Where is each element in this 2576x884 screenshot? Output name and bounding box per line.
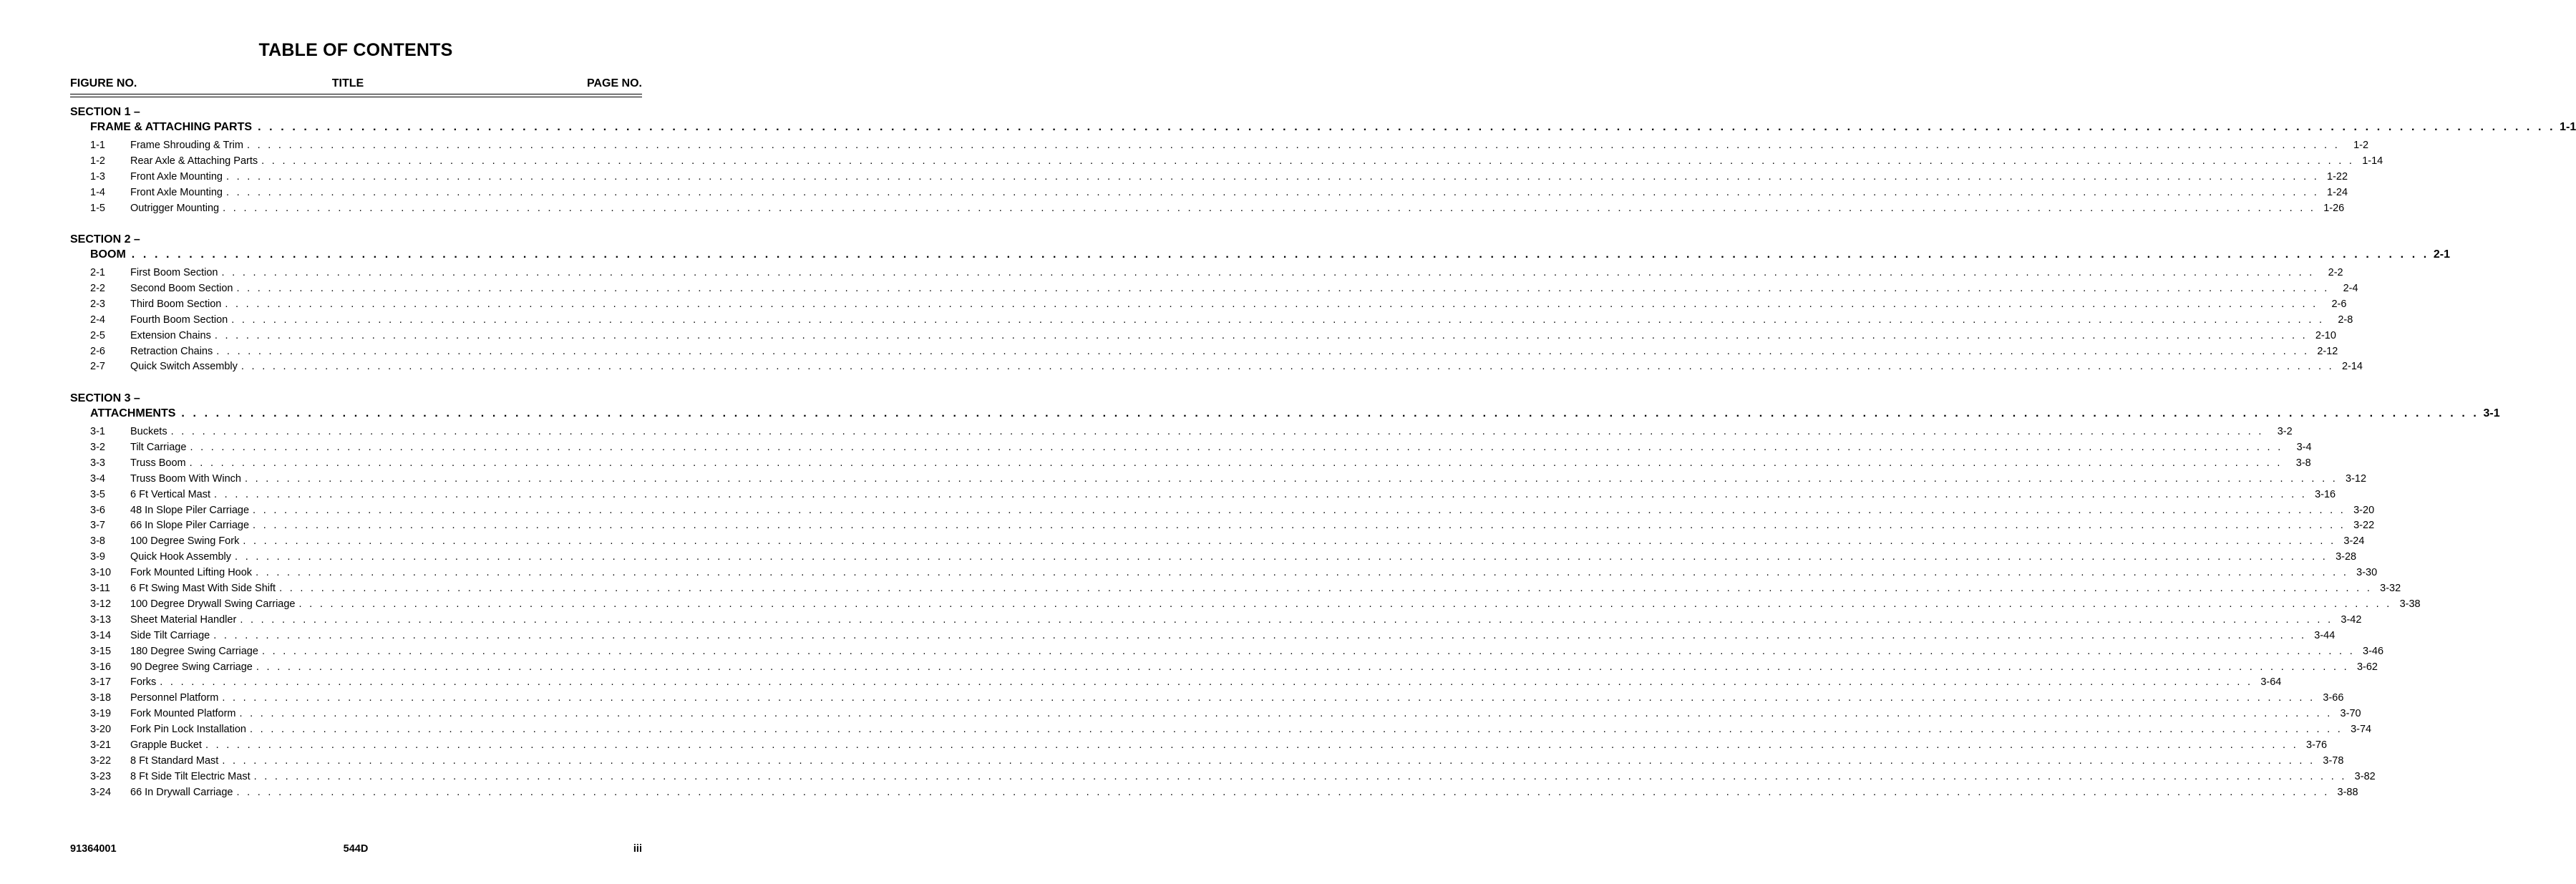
figure-page: 2-10 xyxy=(2315,329,2336,341)
dot-leader: . . . . . . . . . . . . . . . . . . . . . . . . . . . . . . . . . . . . . . . . . . . . . . . . . . . . . . . . . . . . . . . . . . . . . . . . . . . . . . . . . . . . . . . . . . . . . . . . . . . . . . . . . . . . . . . . . . . . . . . . . . . . . . . . . . . . . . . . . . . . . . . . . . . . . . . . . . . . . . . . . . . . . . . . . . . . . . . . . . . . . . . . . . . . . . . . . . . . . . . . xyxy=(213,629,2307,641)
dot-leader: . . . . . . . . . . . . . . . . . . . . . . . . . . . . . . . . . . . . . . . . . . . . . . . . . . . . . . . . . . . . . . . . . . . . . . . . . . . . . . . . . . . . . . . . . . . . . . . . . . . . . . . . . . . . . . . . . . . . . . . . . . . . . . . . . . . . . . . . . . . . . . . . . . . . . . . . . . . . . . . . . . . . . . . . . . . . . . . . . . . . . . . . . . . . . . . . . . . . . . . . xyxy=(189,457,2283,469)
figure-page: 1-26 xyxy=(2323,202,2345,214)
dot-leader: . . . . . . . . . . . . . . . . . . . . . . . . . . . . . . . . . . . . . . . . . . . . . . . . . . . . . . . . . . . . . . . . . . . . . . . . . . . . . . . . . . . . . . . . . . . . . . . . . . . . . . . . . . . . . . . . . . . . . . . . . . . . . . . . . . . . . . . . . . . . . . . . . . . . . . . . . . . . . . . . . . . . . . . . . . . . . . . . . . . . . . . . . . . . . . . . . . . . . . . . xyxy=(256,661,2349,673)
figure-title: Front Axle Mounting xyxy=(130,186,223,198)
figure-number: 3-18 xyxy=(90,692,112,704)
figure-page: 3-88 xyxy=(2337,786,2358,798)
figure-title: Rear Axle & Attaching Parts xyxy=(130,155,258,167)
figure-title: 8 Ft Side Tilt Electric Mast xyxy=(130,770,251,782)
figure-page: 3-28 xyxy=(2336,551,2357,563)
toc-entry xyxy=(90,613,2362,628)
figure-page: 2-4 xyxy=(2343,282,2358,294)
dot-leader: . . . . . . . . . . . . . . . . . . . . . . . . . . . . . . . . . . . . . . . . . . . . . . . . . . . . . . . . . . . . . . . . . . . . . . . . . . . . . . . . . . . . . . . . . . . . . . . . . . . . . . . . . . . . . . . . . . . . . . . . . . . . . . . . . . . . . . . . . . . . . . . . . . . . . . . . . . . . . . . . . . . . . . . . . . . . . . . . . . . . . . . . . . . . . . . . . . . . . . . . xyxy=(253,520,2346,532)
dot-leader: . . . . . . . . . . . . . . . . . . . . . . . . . . . . . . . . . . . . . . . . . . . . . . . . . . . . . . . . . . . . . . . . . . . . . . . . . . . . . . . . . . . . . . . . . . . . . . . . . . . . . . . . . . . . . . . . . . . . . . . . . . . . . . . . . . . . . . . . . . . . . . . . . . . . . . . . . . . . . . . . . . . . . . . . . . . . . . . . . . . . . . . . . . . . . . . . . . . . . . . . xyxy=(223,202,2316,214)
figure-number: 3-17 xyxy=(90,676,112,689)
figure-number: 2-6 xyxy=(90,345,105,357)
toc-entry xyxy=(90,645,2384,660)
figure-title: Truss Boom xyxy=(130,457,186,469)
dot-leader: . . . . . . . . . . . . . . . . . . . . . . . . . . . . . . . . . . . . . . . . . . . . . . . . . . . . . . . . . . . . . . . . . . . . . . . . . . . . . . . . . . . . . . . . . . . . . . . . . . . . . . . . . . . . . . . . . . . . . . . . . . . . . . . . . . . . . . . . . . . . . . . . . . . . . . . . . . . . . . . . . . . . . . . . . . . . . . . . . . . . . . . . . . . . . . . . . . . . . . . . xyxy=(222,692,2315,704)
toc-entry xyxy=(90,535,2365,550)
figure-title: Fourth Boom Section xyxy=(130,314,228,326)
toc-entry xyxy=(90,298,2347,313)
figure-title: Front Axle Mounting xyxy=(130,170,223,183)
figure-page: 3-64 xyxy=(2260,676,2282,689)
figure-title: Truss Boom With Winch xyxy=(130,472,241,485)
figure-title: Tilt Carriage xyxy=(130,441,187,453)
toc-entry xyxy=(90,140,2369,154)
figure-page: 3-24 xyxy=(2343,535,2365,548)
figure-page: 1-14 xyxy=(2362,155,2383,167)
section-page: 2-1 xyxy=(2433,248,2450,261)
figure-number: 3-3 xyxy=(90,457,105,469)
figure-number: 3-13 xyxy=(90,613,112,626)
dot-leader: . . . . . . . . . . . . . . . . . . . . . . . . . . . . . . . . . . . . . . . . . . . . . . . . . . . . . . . . . . . . . . . . . . . . . . . . . . . . . . . . . . . . . . . . . . . . . . . . . . . . . . . . . . . . . . . . . . . . . . . . . . . . . . . . . . . . . . . . . . . . . . . . . . . . . . . . . . . . . . . . . . . . . . . . . . . . . . . . . . . . . . . . . . . . . . . . . . . . . . . . xyxy=(190,441,2283,453)
dot-leader: . . . . . . . . . . . . . . . . . . . . . . . . . . . . . . . . . . . . . . . . . . . . . . . . . . . . . . . . . . . . . . . . . . . . . . . . . . . . . . . . . . . . . . . . . . . . . . . . . . . . . . . . . . . . . . . . . . . . . . . . . . . . . . . . . . . . . . . . . . . . . . . . . . . . . . . . . . . . . . . . . . . . . . . . . . . . . . . . . . . . . . . . . . . . . . . . . . . . . . . . xyxy=(231,314,2325,326)
figure-title: Side Tilt Carriage xyxy=(130,629,210,641)
figure-title: Sheet Material Handler xyxy=(130,613,237,626)
dot-leader: . . . . . . . . . . . . . . . . . . . . . . . . . . . . . . . . . . . . . . . . . . . . . . . . . . . . . . . . . . . . . . . . . . . . . . . . . . . . . . . . . . . . . . . . . . . . . . . . . . . . . . . . . . . . . . . . . . . . . . . . . . . . . . . . . . . . . . . . . . . . . . . . . . . . . . . . . . . . . . . . . . . . . . . . . . . . . . . . . . . . . . . . . . . . . . . . . . . . . . . . xyxy=(279,583,2373,594)
dot-leader: . . . . . . . . . . . . . . . . . . . . . . . . . . . . . . . . . . . . . . . . . . . . . . . . . . . . . . . . . . . . . . . . . . . . . . . . . . . . . . . . . . . . . . . . . . . . . . . . . . . . . . . . . . . . . . . . . . . . . . . . . . . . . . . . . . . . . . . . . . . . . . . . . . . . . . . . . . . . . . . . . . . . . . . . . . . . . . . . . . . . . . . . . . . . . . . . . . . . . . . . xyxy=(160,676,2253,689)
toc-entry xyxy=(90,282,2358,297)
toc-section xyxy=(0,392,2500,810)
figure-number: 1-3 xyxy=(90,170,105,183)
figure-number: 3-19 xyxy=(90,708,112,720)
figure-number: 2-3 xyxy=(90,298,105,310)
figure-page: 3-74 xyxy=(2351,724,2372,736)
figure-title: Third Boom Section xyxy=(130,298,222,310)
figure-number: 3-4 xyxy=(90,472,105,485)
dot-leader: . . . . . . . . . . . . . . . . . . . . . . . . . . . . . . . . . . . . . . . . . . . . . . . . . . . . . . . . . . . . . . . . . . . . . . . . . . . . . . . . . . . . . . . . . . . . . . . . . . . . . . . . . . . . . . . . . . . . . . . . . . . . . . . . . . . . . . . . . . . . . . . . . . . . . . . . . . . . . . . . . . . . . . . . . . . . . . . . . . . . . . . . . . . . . . . . . . . . . . . . xyxy=(236,786,2330,798)
dot-leader: . . . . . . . . . . . . . . . . . . . . . . . . . . . . . . . . . . . . . . . . . . . . . . . . . . . . . . . . . . . . . . . . . . . . . . . . . . . . . . . . . . . . . . . . . . . . . . . . . . . . . . . . . . . . . . . . . . . . . . . . . . . . . . . . . . . . . . . . . . . . . . . . . . . . . . . . . . . . . . . . . . . . . . . . . . . . . . . . . . . . . . . . . . . . . . . . . . . . . . . . xyxy=(253,770,2347,782)
toc-entry xyxy=(90,472,2367,487)
toc-entry xyxy=(90,504,2375,519)
figure-number: 3-8 xyxy=(90,535,105,548)
figure-title: Grapple Bucket xyxy=(130,739,202,751)
dot-leader: . . . . . . . . . . . . . . . . . . . . . . . . . . . . . . . . . . . . . . . . . . . . . . . . . . . . . . . . . . . . . . . . . . . . . . . . . . . . . . . . . . . . . . . . . . . . . . . . . . . . . . . . . . . . . . . . . . . . . . . . . . . . . . . . . . . . . . . . . . . . . . . . . . . . . . . . . . . . . . . . . . . . . . . . . . . . . . . . . . . . . . . . . . . . . . . . . . . . . . . . xyxy=(214,329,2308,341)
toc-entry xyxy=(90,676,2282,691)
figure-number: 3-5 xyxy=(90,488,105,500)
figure-title: Quick Hook Assembly xyxy=(130,551,232,563)
dot-leader: . . . . . . . . . . . . . . . . . . . . . . . . . . . . . . . . . . . . . . . . . . . . . . . . . . . . . . . . . . . . . . . . . . . . . . . . . . . . . . . . . . . . . . . . . . . . . . . . . . . . . . . . . . . . . . . . . . . . . . . . . . . . . . . . . . . . . . . . . . . . . . . . . . . . . . . . . . . . . . . . . . . . . . . . . . . . . . . . . . . . . . . . . . . . . . . . . . . . . . . . xyxy=(239,708,2333,720)
section-title-row xyxy=(90,121,2576,134)
dot-leader: . . . . . . . . . . . . . . . . . . . . . . . . . . . . . . . . . . . . . . . . . . . . . . . . . . . . . . . . . . . . . . . . . . . . . . . . . . . . . . . . . . . . . . . . . . . . . . . . . . . . . . . . . . . . . . . . . . . . . . . . . . . . . . . . . . . . . . . . . . . . . . . . . . . . . . . . . . . . . . . . . . . . . . . . . . . . . . . . . . . . . . . . . . . . . . . . . . . . . . . . xyxy=(225,170,2320,183)
dot-leader: . . . . . . . . . . . . . . . . . . . . . . . . . . . . . . . . . . . . . . . . . . . . . . . . . . . . . . . . . . . . . . . . . . . . . . . . . . . . . . . . . . . . . . . . . . . . . . . . . . . . . . . . . . . . . . . . . . . . . . . . . . . . . . . . . . . . . . . . . . . . . . . . . . . . . . . . . . . . . . . . . . . . . . . . . . . . . . . . . . . . . . . . . . . . . . . . . . . . . . . . xyxy=(236,282,2330,294)
figure-number: 1-4 xyxy=(90,186,105,198)
dot-leader: . . . . . . . . . . . . . . . . . . . . . . . . . . . . . . . . . . . . . . . . . . . . . . . . . . . . . . . . . . . . . . . . . . . . . . . . . . . . . . . . . . . . . . . . . . . . . . . . . . . . . . . . . . . . . . . . . . . . . . . . . . . . . . . . . . . . . . . . . . . . . . . . . . . . . . . . . . . . . . . . . . . . . . . . . . . . . . . . . . . . . . . . . . . . . . . . . . . . . . . . xyxy=(240,613,2333,626)
footer-model: 544D xyxy=(343,843,369,855)
footer-page-number: iii xyxy=(633,843,642,855)
section-page: 3-1 xyxy=(2483,407,2500,419)
toc-entry xyxy=(90,361,2363,375)
toc-entry xyxy=(90,267,2343,281)
toc-entry xyxy=(90,488,2336,503)
figure-title: 6 Ft Vertical Mast xyxy=(130,488,211,500)
figure-number: 2-1 xyxy=(90,267,105,278)
toc-entry xyxy=(90,629,2336,644)
dot-leader: . . . . . . . . . . . . . . . . . . . . . . . . . . . . . . . . . . . . . . . . . . . . . . . . . . . . . . . . . . . . . . . . . . . . . . . . . . . . . . . . . . . . . . . . . . . . . . . . . . . . . . . . . . . . . . . . . . . . . . . . . . . . . . . . . . . . . . . . . . . . . . . . . . . . . . . . . . . . . . . . . . . . . . . . . . . . . . . . . . . . . . . . . . . . . . . . . . . . . . . . xyxy=(246,140,2341,151)
figure-title: Outrigger Mounting xyxy=(130,202,220,214)
toc-entry xyxy=(90,186,2348,201)
column-header-page: PAGE NO. xyxy=(586,77,642,89)
figure-page: 3-76 xyxy=(2306,739,2328,751)
toc-entry xyxy=(90,724,2372,738)
figure-page: 3-2 xyxy=(2277,426,2293,437)
figure-page: 3-4 xyxy=(2296,441,2312,453)
dot-leader: . . . . . . . . . . . . . . . . . . . . . . . . . . . . . . . . . . . . . . . . . . . . . . . . . . . . . . . . . . . . . . . . . . . . . . . . . . . . . . . . . . . . . . . . . . . . . . . . . . . . . . . . . . . . . . . . . . . . . . . . . . . . . . . . . . . . . . . . . . . . . . . . . . . . . . . . . . . . . . . . . . . . . . . . . . . . . . . . . . . . . . . . . . . . . . . . . . . . . . . . xyxy=(261,155,2355,167)
figure-number: 3-14 xyxy=(90,629,112,641)
toc-entry xyxy=(90,345,2338,360)
figure-title: Fork Mounted Lifting Hook xyxy=(130,567,253,579)
figure-number: 2-4 xyxy=(90,314,105,326)
figure-page: 3-70 xyxy=(2340,708,2361,720)
toc-entry xyxy=(90,329,2336,344)
toc-section xyxy=(0,233,2450,384)
toc-entry xyxy=(90,567,2378,581)
figure-title: Retraction Chains xyxy=(130,345,213,357)
figure-page: 2-6 xyxy=(2331,298,2347,310)
figure-number: 3-11 xyxy=(90,583,110,594)
toc-entry xyxy=(90,583,2401,597)
figure-title: Second Boom Section xyxy=(130,282,233,294)
column-header-title: TITLE xyxy=(331,77,364,89)
toc-entry xyxy=(90,692,2344,706)
dot-leader: . . . . . . . . . . . . . . . . . . . . . . . . . . . . . . . . . . . . . . . . . . . . . . . . . . . . . . . . . . . . . . . . . . . . . . . . . . . . . . . . . . . . . . . . . . . . . . . . . . . . . . . . . . . . . . . . . . . . . . . . . . . . . . . . . . . . . . . . . . . . . . . . . . . . . . . . . . . . . . . . . . . . . . . . . . . . . . . . . . . . . . . . . . . . . . . . . . . . . . . . xyxy=(214,488,2308,500)
section-title: BOOM xyxy=(90,248,126,261)
figure-page: 2-2 xyxy=(2328,267,2343,278)
section-title: FRAME & ATTACHING PARTS xyxy=(90,121,253,133)
dot-leader: . . . . . . . . . . . . . . . . . . . . . . . . . . . . . . . . . . . . . . . . . . . . . . . . . . . . . . . . . . . . . . . . . . . . . . . . . . . . . . . . . . . . . . . . . . . . . . . . . . . . . . . . . . . . . . . . . . . . . . . . . . . . . . . . . . . . . . . . . . . . . . . . . . . . . . . . . . . . . . . . . . . . . . . . . . . . . . . . . . . . . . . . . . . . . . . . . . . . . . . . xyxy=(253,504,2346,516)
toc-entry xyxy=(90,551,2357,565)
dot-leader: . . . . . . . . . . . . . . . . . . . . . . . . . . . . . . . . . . . . . . . . . . . . . . . . . . . . . . . . . . . . . . . . . . . . . . . . . . . . . . . . . . . . . . . . . . . . . . . . . . . . . . . . . . . . . . . . . . . . . . . . . . . . . . . . . . . . . . . . . . . . . . . . . . . . . . . . . . . . . . . . . . . . . . . . . . . . . . . . . . . . . . . . . . . . . . . . . . . . . . . . xyxy=(216,345,2310,357)
figure-title: Extension Chains xyxy=(130,329,211,341)
dot-leader: . . . . . . . . . . . . . . . . . . . . . . . . . . . . . . . . . . . . . . . . . . . . . . . . . . . . . . . . . . . . . . . . . . . . . . . . . . . . . . . . . . . . . . . . . . . . . . . . . . . . . . . . . . . . . . . . . . . . . . . . . . . . . . . . . . . . . . . . . . . . . . . . . . . . . . . . . . . . . . . . . . . . . . . . . . . . . . . . . . . . . . . . . . . . . . . . . . . . . . . . xyxy=(256,567,2349,579)
figure-number: 3-9 xyxy=(90,551,105,563)
figure-title: 90 Degree Swing Carriage xyxy=(130,661,253,673)
figure-number: 1-5 xyxy=(90,202,105,214)
figure-title: 48 In Slope Piler Carriage xyxy=(130,504,250,516)
figure-number: 3-10 xyxy=(90,567,112,579)
toc-entry xyxy=(90,441,2312,456)
figure-page: 1-2 xyxy=(2353,140,2369,151)
figure-page: 1-22 xyxy=(2327,170,2348,183)
section-label: SECTION 1 – xyxy=(70,106,140,118)
figure-page: 2-12 xyxy=(2317,345,2338,357)
toc-entry xyxy=(90,170,2348,185)
figure-number: 1-1 xyxy=(90,140,105,151)
footer-part-number: 91364001 xyxy=(70,843,117,855)
dot-leader: . . . . . . . . . . . . . . . . . . . . . . . . . . . . . . . . . . . . . . . . . . . . . . . . . . . . . . . . . . . . . . . . . . . . . . . . . . . . . . . . . . . . . . . . . . . . . . . . . . . . . . . . . . . . . . . . . . . . . . . . . . . . . . . . . . . . . . . . . . . . . . . . . . . . . . . . . . . . . . . . . . . . . . . . . . . . . . . . . . . . . . . . . . . . . . . . . . . . . . . . xyxy=(235,551,2328,563)
dot-leader: . . . . . . . . . . . . . . . . . . . . . . . . . . . . . . . . . . . . . . . . . . . . . . . . . . . . . . . . . . . . . . . . . . . . . . . . . . . . . . . . . . . . . . . . . . . . . . . . . . . . . . . . . . . . . . . . . . . . . . . . . . . . . . . . . . . . . . . . . . . . . . . . . . . . . . . . . . . . . . . . . . . . . . . . . . . . . . . . . . . . . . . . . . . . . . . . . . . . . . . . xyxy=(170,426,2264,437)
figure-page: 3-8 xyxy=(2295,457,2311,469)
dot-leader: . . . . . . . . . . . . . . . . . . . . . . . . . . . . . . . . . . . . . . . . . . . . . . . . . . . . . . . . . . . . . . . . . . . . . . . . . . . . . . . . . . . . . . . . . . . . . . . . . . . . . . . . . . . . . . . . . . . . . . . . . . . . . . . . . . . . . . . . . . . . . . . . . . . . . . . . . . . . . . . . . . . . . . . . . . . . . . . . . . . . . . . . . . . . . . . . . . . . . . . . xyxy=(131,248,2429,261)
figure-page: 3-20 xyxy=(2353,504,2375,516)
figure-title: Quick Switch Assembly xyxy=(130,361,238,373)
toc-entry xyxy=(90,598,2421,613)
section-title-row xyxy=(90,407,2500,420)
figure-title: Fork Mounted Platform xyxy=(130,708,236,720)
figure-title: Frame Shrouding & Trim xyxy=(130,140,243,151)
dot-leader: . . . . . . . . . . . . . . . . . . . . . . . . . . . . . . . . . . . . . . . . . . . . . . . . . . . . . . . . . . . . . . . . . . . . . . . . . . . . . . . . . . . . . . . . . . . . . . . . . . . . . . . . . . . . . . . . . . . . . . . . . . . . . . . . . . . . . . . . . . . . . . . . . . . . . . . . . . . . . . . . . . . . . . . . . . . . . . . . . . . . . . . . . . . . . . . . . . . . . . . . xyxy=(225,298,2318,310)
figure-page: 2-8 xyxy=(2338,314,2353,326)
figure-number: 2-2 xyxy=(90,282,105,294)
dot-leader: . . . . . . . . . . . . . . . . . . . . . . . . . . . . . . . . . . . . . . . . . . . . . . . . . . . . . . . . . . . . . . . . . . . . . . . . . . . . . . . . . . . . . . . . . . . . . . . . . . . . . . . . . . . . . . . . . . . . . . . . . . . . . . . . . . . . . . . . . . . . . . . . . . . . . . . . . . . . . . . . . . . . . . . . . . . . . . . . . . . . . . . . . . . . . . . . . . . . . . . . xyxy=(243,535,2336,548)
column-header-figure: FIGURE NO. xyxy=(70,77,137,89)
figure-page: 3-32 xyxy=(2380,583,2401,594)
figure-number: 3-6 xyxy=(90,504,105,516)
figure-page: 3-42 xyxy=(2341,613,2362,626)
figure-title: 66 In Slope Piler Carriage xyxy=(130,520,250,532)
section-label: SECTION 3 – xyxy=(70,392,140,404)
figure-page: 3-16 xyxy=(2315,488,2336,500)
figure-number: 3-7 xyxy=(90,520,105,532)
dot-leader: . . . . . . . . . . . . . . . . . . . . . . . . . . . . . . . . . . . . . . . . . . . . . . . . . . . . . . . . . . . . . . . . . . . . . . . . . . . . . . . . . . . . . . . . . . . . . . . . . . . . . . . . . . . . . . . . . . . . . . . . . . . . . . . . . . . . . . . . . . . . . . . . . . . . . . . . . . . . . . . . . . . . . . . . . . . . . . . . . . . . . . . . . . . . . . . . . . . . . . . . xyxy=(250,724,2343,736)
dot-leader: . . . . . . . . . . . . . . . . . . . . . . . . . . . . . . . . . . . . . . . . . . . . . . . . . . . . . . . . . . . . . . . . . . . . . . . . . . . . . . . . . . . . . . . . . . . . . . . . . . . . . . . . . . . . . . . . . . . . . . . . . . . . . . . . . . . . . . . . . . . . . . . . . . . . . . . . . . . . . . . . . . . . . . . . . . . . . . . . . . . . . . . . . . . . . . . . . . . . . . . . xyxy=(261,645,2356,657)
figure-title: 180 Degree Swing Carriage xyxy=(130,645,258,657)
dot-leader: . . . . . . . . . . . . . . . . . . . . . . . . . . . . . . . . . . . . . . . . . . . . . . . . . . . . . . . . . . . . . . . . . . . . . . . . . . . . . . . . . . . . . . . . . . . . . . . . . . . . . . . . . . . . . . . . . . . . . . . . . . . . . . . . . . . . . . . . . . . . . . . . . . . . . . . . . . . . . . . . . . . . . . . . . . . . . . . . . . . . . . . . . . . . . . . . . . . . . . . . xyxy=(205,739,2299,751)
figure-title: Personnel Platform xyxy=(130,692,219,704)
figure-page: 3-44 xyxy=(2314,629,2336,641)
figure-page: 3-22 xyxy=(2353,520,2375,532)
dot-leader: . . . . . . . . . . . . . . . . . . . . . . . . . . . . . . . . . . . . . . . . . . . . . . . . . . . . . . . . . . . . . . . . . . . . . . . . . . . . . . . . . . . . . . . . . . . . . . . . . . . . . . . . . . . . . . . . . . . . . . . . . . . . . . . . . . . . . . . . . . . . . . . . . . . . . . . . . . . . . . . . . . . . . . . . . . . . . . . . . . . . . . . . . . . . . . . . . . . . . . . . xyxy=(244,472,2338,485)
section-title: ATTACHMENTS xyxy=(90,407,176,419)
section-label: SECTION 2 – xyxy=(70,233,140,246)
figure-number: 3-15 xyxy=(90,645,112,657)
figure-number: 3-22 xyxy=(90,754,112,767)
toc-entry xyxy=(90,457,2311,472)
figure-title: 6 Ft Swing Mast With Side Shift xyxy=(130,583,276,594)
figure-number: 3-16 xyxy=(90,661,112,673)
figure-page: 2-14 xyxy=(2341,361,2363,373)
figure-number: 3-23 xyxy=(90,770,112,782)
dot-leader: . . . . . . . . . . . . . . . . . . . . . . . . . . . . . . . . . . . . . . . . . . . . . . . . . . . . . . . . . . . . . . . . . . . . . . . . . . . . . . . . . . . . . . . . . . . . . . . . . . . . . . . . . . . . . . . . . . . . . . . . . . . . . . . . . . . . . . . . . . . . . . . . . . . . . . . . . . . . . . . . . . . . . . . . . . . . . . . . . . . . . . . . . . . . . . . . . . . . . . . . xyxy=(222,754,2315,767)
figure-number: 3-2 xyxy=(90,441,105,453)
figure-number: 3-12 xyxy=(90,598,112,610)
figure-title: Fork Pin Lock Installation xyxy=(130,724,246,736)
figure-title: First Boom Section xyxy=(130,267,218,278)
figure-number: 3-24 xyxy=(90,786,112,798)
dot-leader: . . . . . . . . . . . . . . . . . . . . . . . . . . . . . . . . . . . . . . . . . . . . . . . . . . . . . . . . . . . . . . . . . . . . . . . . . . . . . . . . . . . . . . . . . . . . . . . . . . . . . . . . . . . . . . . . . . . . . . . . . . . . . . . . . . . . . . . . . . . . . . . . . . . . . . . . . . . . . . . . . . . . . . . . . . . . . . . . . . . . . . . . . . . . . . . . . . . . . . . . xyxy=(181,407,2479,419)
toc-entry xyxy=(90,426,2293,440)
dot-leader: . . . . . . . . . . . . . . . . . . . . . . . . . . . . . . . . . . . . . . . . . . . . . . . . . . . . . . . . . . . . . . . . . . . . . . . . . . . . . . . . . . . . . . . . . . . . . . . . . . . . . . . . . . . . . . . . . . . . . . . . . . . . . . . . . . . . . . . . . . . . . . . . . . . . . . . . . . . . . . . . . . . . . . . . . . . . . . . . . . . . . . . . . . . . . . . . . . . . . . . . xyxy=(225,186,2320,198)
toc-entry xyxy=(90,520,2375,534)
figure-number: 1-2 xyxy=(90,155,105,167)
figure-page: 3-82 xyxy=(2354,770,2376,782)
figure-title: Buckets xyxy=(130,426,167,437)
section-title-row xyxy=(90,248,2450,261)
figure-title: 8 Ft Standard Mast xyxy=(130,754,219,767)
page-title: TABLE OF CONTENTS xyxy=(258,40,453,60)
toc-entry xyxy=(90,754,2344,769)
toc-entry xyxy=(90,770,2376,785)
dot-leader: . . . . . . . . . . . . . . . . . . . . . . . . . . . . . . . . . . . . . . . . . . . . . . . . . . . . . . . . . . . . . . . . . . . . . . . . . . . . . . . . . . . . . . . . . . . . . . . . . . . . . . . . . . . . . . . . . . . . . . . . . . . . . . . . . . . . . . . . . . . . . . . . . . . . . . . . . . . . . . . . . . . . . . . . . . . . . . . . . . . . . . . . . . . . . . . . . . . . . . . . xyxy=(221,267,2315,278)
figure-number: 3-21 xyxy=(90,739,112,751)
dot-leader: . . . . . . . . . . . . . . . . . . . . . . . . . . . . . . . . . . . . . . . . . . . . . . . . . . . . . . . . . . . . . . . . . . . . . . . . . . . . . . . . . . . . . . . . . . . . . . . . . . . . . . . . . . . . . . . . . . . . . . . . . . . . . . . . . . . . . . . . . . . . . . . . . . . . . . . . . . . . . . . . . . . . . . . . . . . . . . . . . . . . . . . . . . . . . . . . . . . . . . . . xyxy=(258,121,2556,133)
toc-entry xyxy=(90,708,2361,722)
toc-entry xyxy=(90,155,2383,170)
figure-page: 3-46 xyxy=(2363,645,2384,657)
figure-title: 66 In Drywall Carriage xyxy=(130,786,233,798)
figure-page: 3-12 xyxy=(2346,472,2367,485)
figure-number: 2-5 xyxy=(90,329,105,341)
figure-title: 100 Degree Drywall Swing Carriage xyxy=(130,598,296,610)
figure-number: 3-1 xyxy=(90,426,105,437)
figure-title: Forks xyxy=(130,676,157,689)
toc-entry xyxy=(90,661,2378,676)
section-page: 1-1 xyxy=(2560,121,2576,133)
figure-page: 1-24 xyxy=(2327,186,2348,198)
figure-title: 100 Degree Swing Fork xyxy=(130,535,240,548)
toc-entry xyxy=(90,786,2358,801)
figure-page: 3-62 xyxy=(2356,661,2378,673)
dot-leader: . . . . . . . . . . . . . . . . . . . . . . . . . . . . . . . . . . . . . . . . . . . . . . . . . . . . . . . . . . . . . . . . . . . . . . . . . . . . . . . . . . . . . . . . . . . . . . . . . . . . . . . . . . . . . . . . . . . . . . . . . . . . . . . . . . . . . . . . . . . . . . . . . . . . . . . . . . . . . . . . . . . . . . . . . . . . . . . . . . . . . . . . . . . . . . . . . . . . . . . . xyxy=(298,598,2392,610)
figure-number: 2-7 xyxy=(90,361,105,373)
dot-leader: . . . . . . . . . . . . . . . . . . . . . . . . . . . . . . . . . . . . . . . . . . . . . . . . . . . . . . . . . . . . . . . . . . . . . . . . . . . . . . . . . . . . . . . . . . . . . . . . . . . . . . . . . . . . . . . . . . . . . . . . . . . . . . . . . . . . . . . . . . . . . . . . . . . . . . . . . . . . . . . . . . . . . . . . . . . . . . . . . . . . . . . . . . . . . . . . . . . . . . . . xyxy=(240,361,2334,373)
toc-entry xyxy=(90,314,2353,329)
toc-entry xyxy=(90,739,2328,754)
toc-entry xyxy=(90,202,2345,217)
figure-page: 3-66 xyxy=(2323,692,2344,704)
figure-page: 3-38 xyxy=(2399,598,2421,610)
figure-number: 3-20 xyxy=(90,724,112,736)
figure-page: 3-78 xyxy=(2323,754,2344,767)
figure-page: 3-30 xyxy=(2356,567,2378,579)
toc-section xyxy=(0,106,2576,225)
